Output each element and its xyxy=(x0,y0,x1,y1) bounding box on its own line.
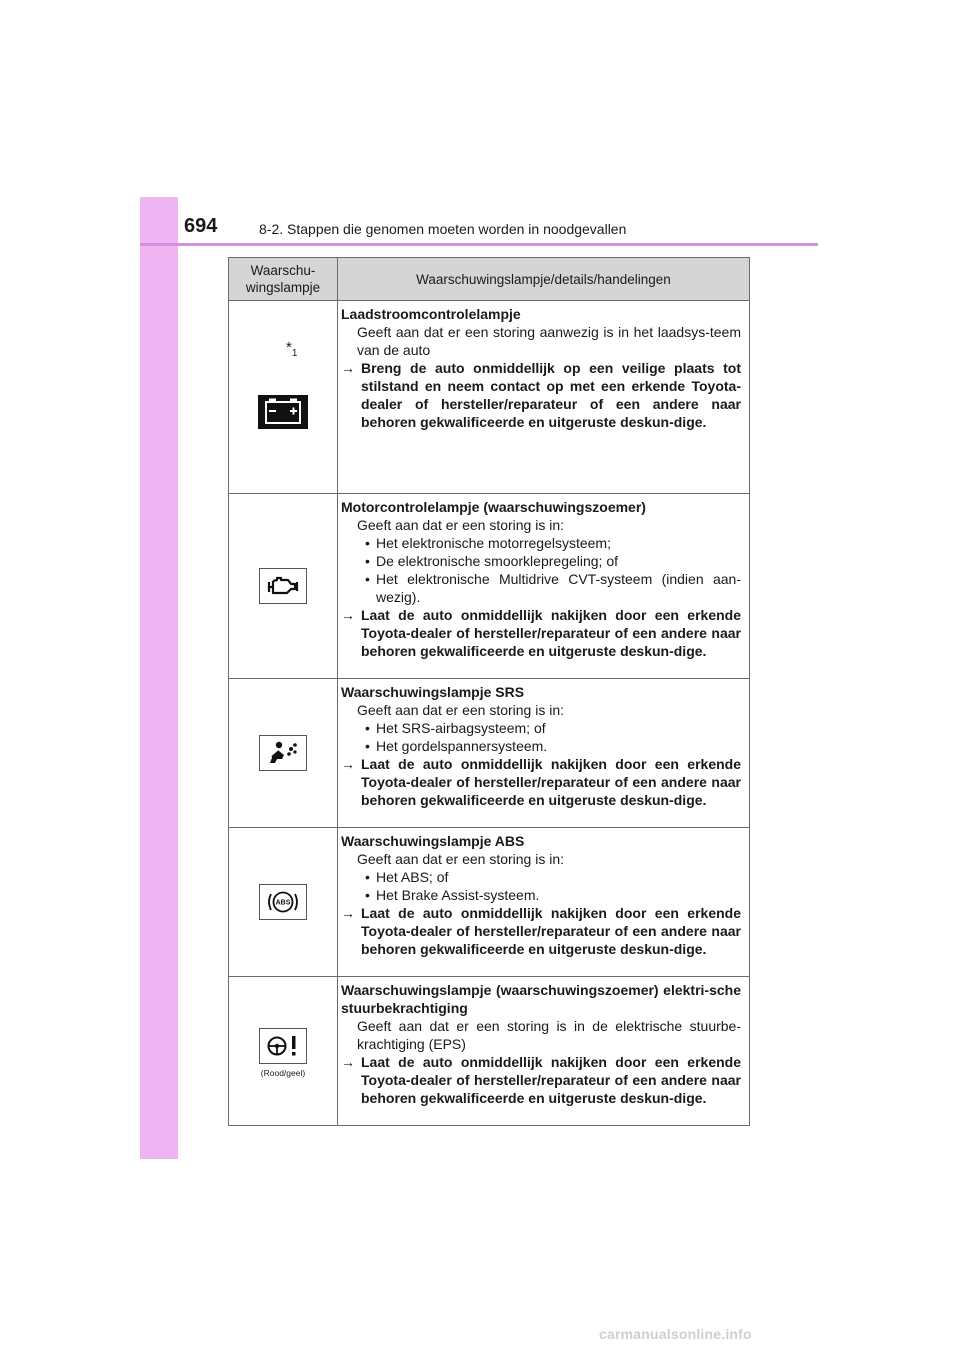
light-description: Geeft aan dat er een storing is in de elektrische stuurbe-krachtiging (EPS) xyxy=(357,1018,741,1052)
info-cell xyxy=(338,679,750,828)
header-lamp-line1: Waarschu- xyxy=(250,263,316,278)
info-cell xyxy=(338,828,750,977)
footnote-marker: $*_1$ xyxy=(286,339,298,359)
watermark: carmanualsonline.info xyxy=(599,1326,752,1342)
arrow-icon: → xyxy=(341,607,355,623)
arrow-icon: → xyxy=(341,360,355,376)
list-item: • Het ABS; of xyxy=(341,868,741,886)
light-title: Laadstroomcontrolelampje xyxy=(341,306,521,322)
action-instruction: → Laat de auto onmiddellijk nakijken door een erkende Toyota-dealer of hersteller/reparateur of een andere naar behoren gekwalificeerde en uitgeruste deskun-dige. xyxy=(341,905,741,957)
table-row xyxy=(229,977,750,1126)
light-title: Waarschuwingslampje SRS xyxy=(341,684,525,700)
action-instruction: → Breng de auto onmiddellijk op een veilige plaats tot stilstand en neem contact op met een erkende Toyota-dealer of hersteller/reparateur of een andere naar behoren gekwalificeerde en uitgeruste deskun-dige. xyxy=(341,360,741,430)
lamp-cell xyxy=(229,977,338,1126)
arrow-icon: → xyxy=(341,1054,355,1070)
header-lamp xyxy=(229,258,338,301)
engine-icon xyxy=(259,568,307,604)
abs-icon-label: ABS xyxy=(275,899,291,907)
light-title: Waarschuwingslampje (waarschuwingszoemer) elektri-sche stuurbekrachtiging xyxy=(341,982,741,1016)
list-item: • Het SRS-airbagsysteem; of xyxy=(341,719,741,737)
light-title: Waarschuwingslampje ABS xyxy=(341,833,525,849)
action-instruction: → Laat de auto onmiddellijk nakijken door een erkende Toyota-dealer of hersteller/reparateur of een andere naar behoren gekwalificeerde en uitgeruste deskun-dige. xyxy=(341,756,741,808)
list-item: • Het gordelspannersysteem. xyxy=(341,737,741,755)
lamp-cell xyxy=(229,494,338,679)
header-divider xyxy=(140,243,818,246)
table-row xyxy=(229,494,750,679)
light-description: Geeft aan dat er een storing is in: xyxy=(357,851,565,867)
airbag-icon xyxy=(259,735,307,771)
header-lamp-line2: wingslampje xyxy=(245,280,321,295)
bullet-list xyxy=(341,868,741,904)
abs-icon xyxy=(259,884,307,920)
arrow-icon: → xyxy=(341,756,355,772)
list-item: • Het Brake Assist-systeem. xyxy=(341,886,741,904)
battery-icon xyxy=(258,395,308,429)
info-cell xyxy=(338,494,750,679)
section-title: 8-2. Stappen die genomen moeten worden in noodgevallen xyxy=(259,221,627,237)
header-details: Waarschuwingslampje/details/handelingen xyxy=(338,258,750,301)
info-cell xyxy=(338,977,750,1126)
lamp-cell xyxy=(229,828,338,977)
table-row xyxy=(229,301,750,494)
arrow-icon: → xyxy=(341,905,355,921)
list-item: • Het elektronische motorregelsysteem; xyxy=(341,534,741,552)
table-row xyxy=(229,828,750,977)
lamp-cell xyxy=(229,301,338,494)
page-number: 694 xyxy=(184,215,218,237)
action-instruction: → Laat de auto onmiddellijk nakijken door een erkende Toyota-dealer of hersteller/reparateur of een andere naar behoren gekwalificeerde en uitgeruste deskun-dige. xyxy=(341,1054,741,1106)
chapter-side-tab xyxy=(140,197,178,1159)
list-item: • Het elektronische Multidrive CVT-systeem (indien aan-wezig). xyxy=(341,570,741,606)
warning-lights-table xyxy=(228,257,750,1126)
table-header-row xyxy=(229,258,750,301)
icon-color-note: (Rood/geel) xyxy=(260,1068,306,1078)
light-description: Geeft aan dat er een storing is in: xyxy=(357,702,565,718)
list-item: • De elektronische smoorklepregeling; of xyxy=(341,552,741,570)
bullet-list xyxy=(341,534,741,606)
light-title: Motorcontrolelampje (waarschuwingszoemer) xyxy=(341,499,646,515)
table-row xyxy=(229,679,750,828)
steering-warning-icon xyxy=(259,1028,307,1064)
lamp-cell xyxy=(229,679,338,828)
light-description: Geeft aan dat er een storing aanwezig is in het laadsys-teem van de auto xyxy=(357,324,741,358)
info-cell xyxy=(338,301,750,494)
light-description: Geeft aan dat er een storing is in: xyxy=(357,517,565,533)
bullet-list xyxy=(341,719,741,755)
action-instruction: → Laat de auto onmiddellijk nakijken door een erkende Toyota-dealer of hersteller/reparateur of een andere naar behoren gekwalificeerde en uitgeruste deskun-dige. xyxy=(341,607,741,659)
